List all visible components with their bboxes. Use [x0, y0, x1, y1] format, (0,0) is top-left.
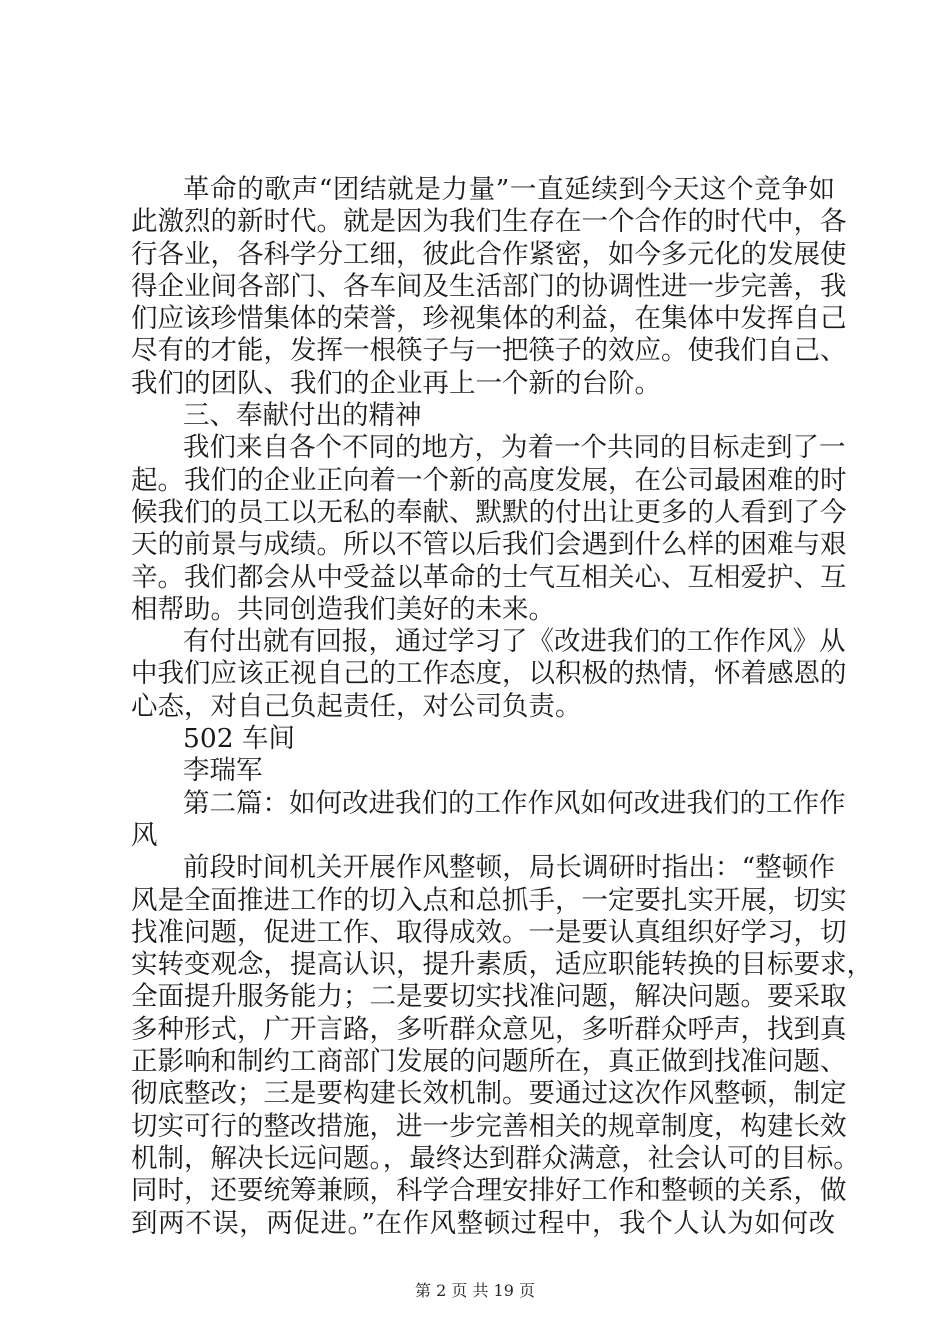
text-line: 风是全面推进工作的切入点和总抓手，一定要扎实开展，切实: [131, 884, 847, 916]
text-line: 多种形式，广开言路，多听群众意见，多听群众呼声，找到真: [131, 1013, 847, 1045]
text-line: 相帮助。共同创造我们美好的未来。: [131, 593, 555, 625]
text-line: 心态，对自己负起责任，对公司负责。: [131, 690, 582, 722]
text-line: 同时，还要统筹兼顾，科学合理安排好工作和整顿的关系，做: [131, 1175, 847, 1207]
text-line: 切实可行的整改措施，进一步完善相关的规章制度，构建长效: [131, 1110, 847, 1142]
text-line: 李瑞军: [183, 755, 263, 787]
paragraph: [131, 174, 847, 400]
text-line: 到两不误，两促进。”在作风整顿过程中，我个人认为如何改: [131, 1207, 835, 1239]
text-line: 尽有的才能，发挥一根筷子与一把筷子的效应。使我们自己、: [131, 335, 847, 367]
text-line: 机制，解决长远问题。，最终达到群众满意，社会认可的目标。: [131, 1142, 860, 1174]
paragraph: [131, 626, 847, 723]
text-line: 得企业间各部门、各车间及生活部门的协调性进一步完善，我: [131, 270, 847, 302]
text-line: 候我们的员工以无私的奉献、默默的付出让更多的人看到了今: [131, 496, 847, 528]
author-name: [131, 755, 835, 787]
paragraph: [131, 432, 847, 626]
text-line: 我们的团队、我们的企业再上一个新的台阶。: [131, 367, 661, 399]
text-line: 找准问题，促进工作、取得成效。一是要认真组织好学习，切: [131, 916, 847, 948]
text-line: 502 车间: [183, 723, 296, 755]
text-line: 实转变观念，提高认识，提升素质，适应职能转换的目标要求，: [131, 949, 873, 981]
text-line: 有付出就有回报，通过学习了《改进我们的工作作风》从: [183, 626, 846, 658]
text-line: 们应该珍惜集体的荣誉，珍视集体的利益，在集体中发挥自己: [131, 303, 847, 335]
document-body: [131, 174, 873, 1240]
text-line: 彻底整改；三是要构建长效机制。要通过这次作风整顿，制定: [131, 1078, 847, 1110]
text-line: 起。我们的企业正向着一个新的高度发展，在公司最困难的时: [131, 464, 847, 496]
text-line: 我们来自各个不同的地方，为着一个共同的目标走到了一: [183, 432, 846, 464]
section-heading: [131, 400, 835, 432]
text-line: 此激烈的新时代。就是因为我们生存在一个合作的时代中，各: [131, 206, 847, 238]
text-line: 风: [131, 819, 158, 851]
text-line: 天的前景与成绩。所以不管以后我们会遇到什么样的困难与艰: [131, 529, 847, 561]
page-number-footer: 第 2 页 共 19 页: [415, 1281, 535, 1300]
text-line: 三、奉献付出的精神: [183, 400, 422, 432]
chapter-title: [131, 787, 846, 853]
text-line: 第二篇：如何改进我们的工作作风如何改进我们的工作作: [183, 787, 846, 819]
workshop-label: [131, 723, 835, 755]
text-line: 前段时间机关开展作风整顿，局长调研时指出：“整顿作: [183, 852, 835, 884]
paragraph: [131, 852, 873, 1240]
text-line: 中我们应该正视自己的工作态度，以积极的热情，怀着感恩的: [131, 658, 847, 690]
text-line: 辛。我们都会从中受益以革命的士气互相关心、互相爱护、互: [131, 561, 847, 593]
text-line: 行各业，各科学分工细，彼此合作紧密，如今多元化的发展使: [131, 238, 847, 270]
text-line: 全面提升服务能力；二是要切实找准问题，解决问题。要采取: [131, 981, 847, 1013]
text-line: 革命的歌声“团结就是力量”一直延续到今天这个竞争如: [183, 174, 835, 205]
text-line: 正影响和制约工商部门发展的问题所在，真正做到找准问题、: [131, 1046, 847, 1078]
